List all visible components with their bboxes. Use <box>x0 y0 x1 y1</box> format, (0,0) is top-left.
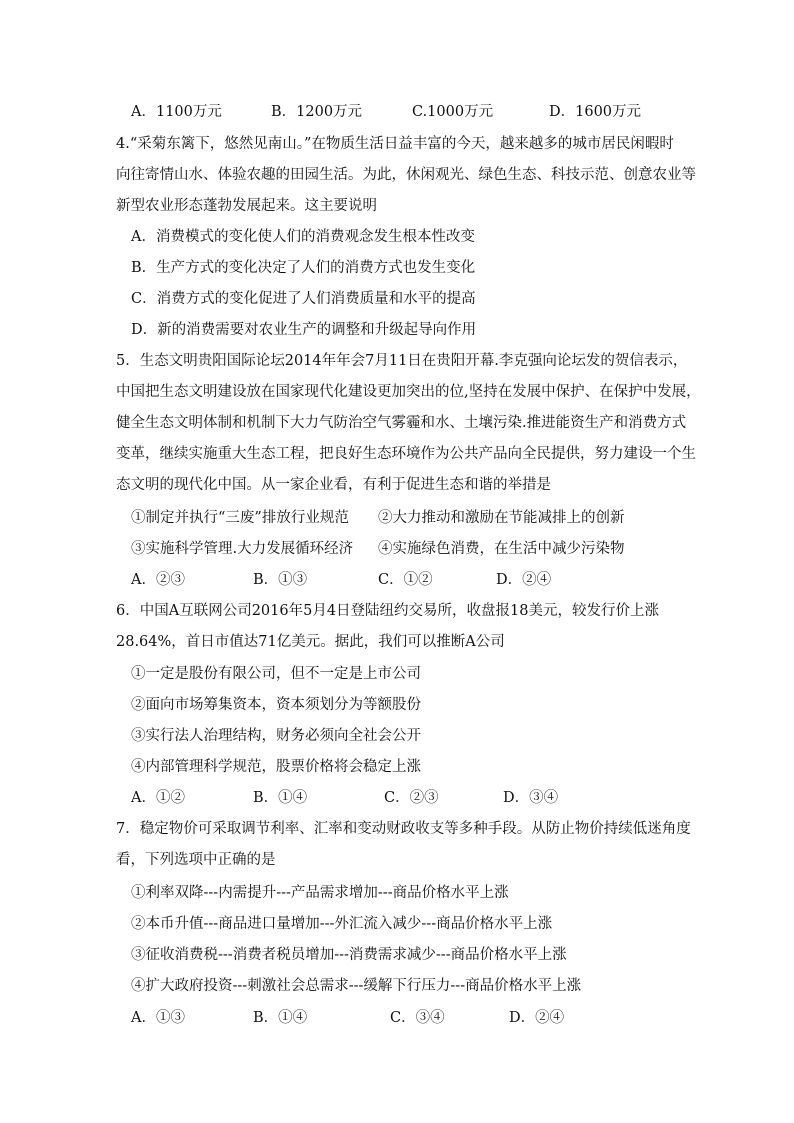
q7-statement-1: ①利率双降---内需提升---产品需求增加---商品价格水平上涨 <box>131 885 509 901</box>
q4-option-b: B．生产方式的变化决定了人们的消费方式也发生变化 <box>131 260 476 276</box>
q7-statement-4: ④扩大政府投资---刺激社会总需求---缓解下行压力---商品价格水平上涨 <box>131 978 582 994</box>
q7-statement-3: ③征收消费税---消费者税员增加---消费需求减少---商品价格水平上涨 <box>131 947 567 963</box>
q7-stem-line-1: 7．稳定物价可采取调节利率、汇率和变动财政收支等多种手段。从防止物价持续低迷角度 <box>116 821 691 837</box>
q7-option-d: D．②④ <box>509 1010 565 1026</box>
q3-option-c: C.1000万元 <box>412 104 494 120</box>
q5-option-c: C．①② <box>378 572 433 588</box>
q5-option-b: B．①③ <box>253 572 308 588</box>
q5-stem-line-3: 健全生态文明体制和机制下大力气防治空气雾霾和水、土壤污染.推进能资生产和消费方式 <box>116 415 687 431</box>
q5-option-d: D．②④ <box>496 572 552 588</box>
q6-statement-4: ④内部管理科学规范，股票价格将会稳定上涨 <box>131 759 421 775</box>
q7-statement-2: ②本币升值---商品进口量增加---外汇流入减少---商品价格水平上涨 <box>131 916 553 932</box>
q4-stem-line-1: 4.“采菊东篱下，悠然见南山。”在物质生活日益丰富的今天，越来越多的城市居民闲暇时 <box>116 136 674 152</box>
q4-option-d: D．新的消费需要对农业生产的调整和升级起导向作用 <box>131 322 477 338</box>
q5-stem-line-4: 变革，继续实施重大生态工程，把良好生态环境作为公共产品向全民提供，努力建设一个生 <box>116 446 696 462</box>
q3-option-a: A．1100万元 <box>131 104 222 120</box>
q5-option-a: A．②③ <box>131 572 185 588</box>
q6-option-d: D．③④ <box>503 790 559 806</box>
q5-statement-2: ②大力推动和激励在节能减排上的创新 <box>378 510 625 526</box>
q5-stem-line-5: 态文明的现代化中国。从一家企业看，有利于促进生态和谐的举措是 <box>116 477 551 493</box>
q6-statement-3: ③实行法人治理结构，财务必须向全社会公开 <box>131 728 421 744</box>
q7-option-b: B．①④ <box>253 1010 308 1026</box>
q3-option-b: B．1200万元 <box>271 104 363 120</box>
q6-option-b: B．①④ <box>253 790 308 806</box>
q6-option-c: C．②③ <box>384 790 439 806</box>
q5-stem-line-1: 5．生态文明贵阳国际论坛2014年年会7月11日在贵阳开幕.李克强向论坛发的贺信表示， <box>116 353 688 369</box>
q5-statement-4: ④实施绿色消费，在生活中减少污染物 <box>378 541 625 557</box>
q3-option-d: D．1600万元 <box>549 104 642 120</box>
q6-statement-2: ②面向市场筹集资本，资本须划分为等额股份 <box>131 697 421 713</box>
q6-stem-line-2: 28.64%，首日市值达71亿美元。据此，我们可以推断A公司 <box>116 634 505 650</box>
q6-stem-line-1: 6．中国A互联网公司2016年5月4日登陆纽约交易所，收盘报18美元，较发行价上涨 <box>116 603 659 619</box>
q4-option-a: A．消费模式的变化使人们的消费观念发生根本性改变 <box>131 229 475 245</box>
q6-statement-1: ①一定是股份有限公司，但不一定是上市公司 <box>131 666 421 682</box>
q6-option-a: A．①② <box>131 790 185 806</box>
q7-option-c: C．③④ <box>390 1010 445 1026</box>
q4-stem-line-3: 新型农业形态蓬勃发展起来。这主要说明 <box>116 198 377 214</box>
q5-statement-1: ①制定并执行“三废”排放行业规范 <box>131 510 349 526</box>
q5-statement-3: ③实施科学管理.大力发展循环经济 <box>131 541 354 557</box>
q4-option-c: C．消费方式的变化促进了人们消费质量和水平的提高 <box>131 291 476 307</box>
q7-stem-line-2: 看，下列选项中正确的是 <box>116 852 276 868</box>
q7-option-a: A．①③ <box>131 1010 185 1026</box>
q5-stem-line-2: 中国把生态文明建设放在国家现代化建设更加突出的位,坚持在发展中保护、在保护中发展， <box>116 384 701 400</box>
q4-stem-line-2: 向往寄情山水、体验农趣的田园生活。为此，休闲观光、绿色生态、科技示范、创意农业等 <box>116 167 696 183</box>
